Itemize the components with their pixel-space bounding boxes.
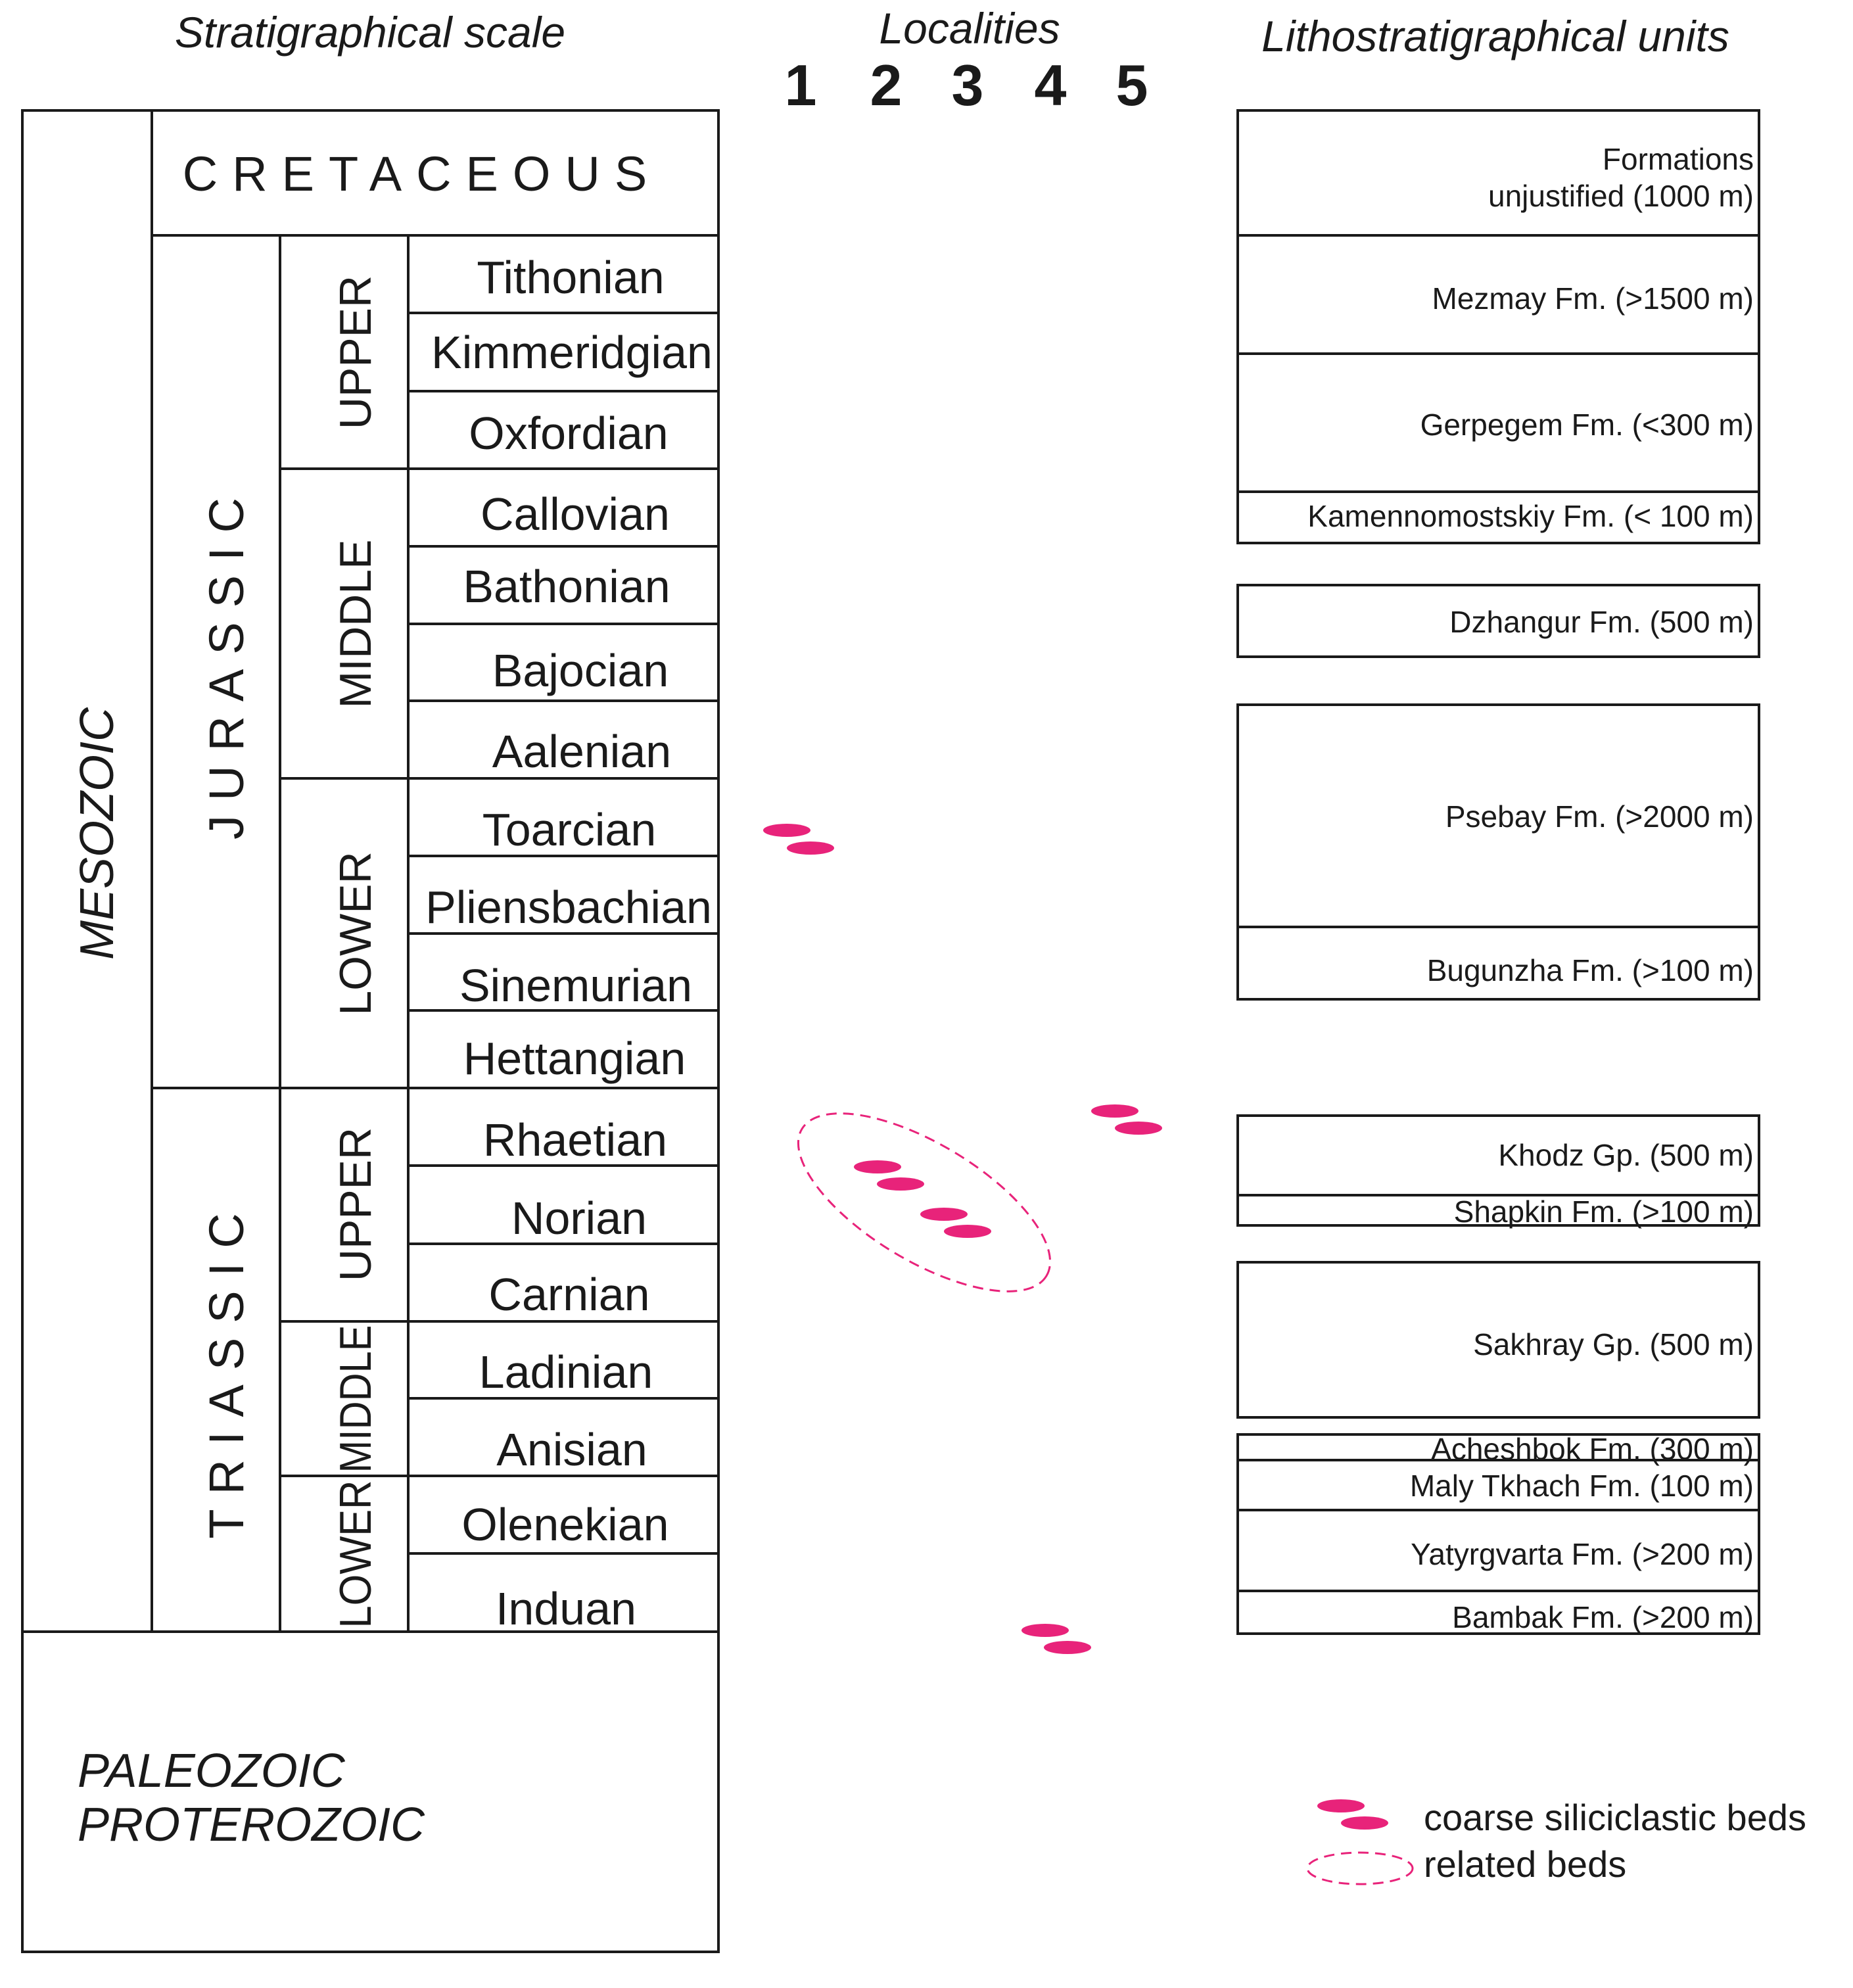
coarse-bed-marker xyxy=(920,1208,991,1238)
coarse-bed-marker xyxy=(763,824,834,855)
coarse-bed-marker xyxy=(854,1160,924,1191)
epoch-jurassic-lower: LOWER xyxy=(331,851,381,1016)
locality-number-4: 4 xyxy=(1034,53,1067,118)
locality-number-5: 5 xyxy=(1115,53,1148,118)
stage-label: Rhaetian xyxy=(482,1114,668,1166)
litho-units-column xyxy=(1238,110,1759,1634)
coarse-bed-marker xyxy=(1021,1624,1091,1654)
related-beds-outline xyxy=(772,1079,1077,1326)
formation-label: Psebay Fm. (>2000 m) xyxy=(1445,799,1754,834)
era-mesozoic: MESOZOIC xyxy=(71,707,124,960)
era-proterozoic: PROTEROZOIC xyxy=(78,1799,425,1851)
period-jurassic: JURASSIC xyxy=(199,483,254,840)
strat-scale-header: Stratigraphical scale xyxy=(174,8,566,57)
period-cretaceous: CRETACEOUS xyxy=(182,147,662,201)
epoch-triassic-lower: LOWER xyxy=(331,1464,381,1628)
localities-header: Localities xyxy=(879,4,1060,53)
formation-label: Dzhangur Fm. (500 m) xyxy=(1449,605,1754,639)
stage-label: Toarcian xyxy=(482,804,657,855)
formation-label: Sakhray Gp. (500 m) xyxy=(1473,1327,1754,1361)
epoch-triassic-upper: UPPER xyxy=(331,1127,381,1282)
stage-labels xyxy=(425,252,713,1634)
period-triassic: TRIASSIC xyxy=(199,1198,254,1539)
formation-label: Khodz Gp. (500 m) xyxy=(1498,1138,1754,1172)
coarse-bed-marker xyxy=(1091,1104,1162,1135)
formation-label: Bugunzha Fm. (>100 m) xyxy=(1426,953,1754,987)
era-paleozoic: PALEOZOIC xyxy=(78,1745,345,1797)
stage-label: Norian xyxy=(511,1193,647,1244)
formation-label: Gerpegem Fm. (<300 m) xyxy=(1420,408,1754,442)
formation-label: Yatyrgvarta Fm. (>200 m) xyxy=(1411,1537,1754,1571)
formation-label: unjustified (1000 m) xyxy=(1488,179,1754,213)
coarse-bed-markers xyxy=(763,824,1162,1654)
stage-label: Bajocian xyxy=(492,645,669,696)
legend xyxy=(1307,1797,1806,1885)
stage-label: Aalenian xyxy=(492,726,672,777)
locality-number-2: 2 xyxy=(870,53,903,118)
stage-label: Induan xyxy=(495,1583,637,1634)
locality-number-3: 3 xyxy=(951,53,984,118)
stage-label: Olenekian xyxy=(461,1499,669,1550)
stage-label: Callovian xyxy=(481,488,670,540)
formation-label: Mezmay Fm. (>1500 m) xyxy=(1432,281,1754,316)
legend-related-beds-icon xyxy=(1307,1853,1413,1884)
legend-coarse-label: coarse siliciclastic beds xyxy=(1424,1797,1806,1838)
stage-label: Hettangian xyxy=(463,1033,686,1084)
epoch-triassic-middle: MIDDLE xyxy=(331,1304,381,1473)
stage-label: Oxfordian xyxy=(469,408,668,459)
formation-label: Formations xyxy=(1602,142,1754,176)
legend-coarse-beds-icon xyxy=(1317,1799,1388,1830)
stage-label: Anisian xyxy=(496,1424,647,1475)
formation-label: Shapkin Fm. (>100 m) xyxy=(1453,1195,1754,1229)
stage-label: Carnian xyxy=(488,1269,650,1320)
stage-label: Sinemurian xyxy=(459,960,693,1011)
stage-label: Bathonian xyxy=(463,561,670,612)
formation-label: Acheshbok Fm. (300 m) xyxy=(1431,1432,1754,1466)
formation-label: Bambak Fm. (>200 m) xyxy=(1452,1600,1754,1634)
locality-number-1: 1 xyxy=(784,53,817,118)
formation-label: Kamennomostskiy Fm. (< 100 m) xyxy=(1307,499,1754,533)
legend-related-label: related beds xyxy=(1424,1843,1627,1885)
stage-label: Pliensbachian xyxy=(425,882,712,933)
locality-numbers xyxy=(785,53,1148,118)
epoch-jurassic-middle: MIDDLE xyxy=(331,539,381,709)
litho-units-header: Lithostratigraphical units xyxy=(1261,12,1729,60)
epoch-jurassic-upper: UPPER xyxy=(331,275,381,430)
stage-label: Tithonian xyxy=(477,252,665,303)
stage-label: Ladinian xyxy=(479,1346,653,1398)
formation-label: Maly Tkhach Fm. (100 m) xyxy=(1409,1469,1754,1503)
stage-label: Kimmeridgian xyxy=(431,327,713,378)
